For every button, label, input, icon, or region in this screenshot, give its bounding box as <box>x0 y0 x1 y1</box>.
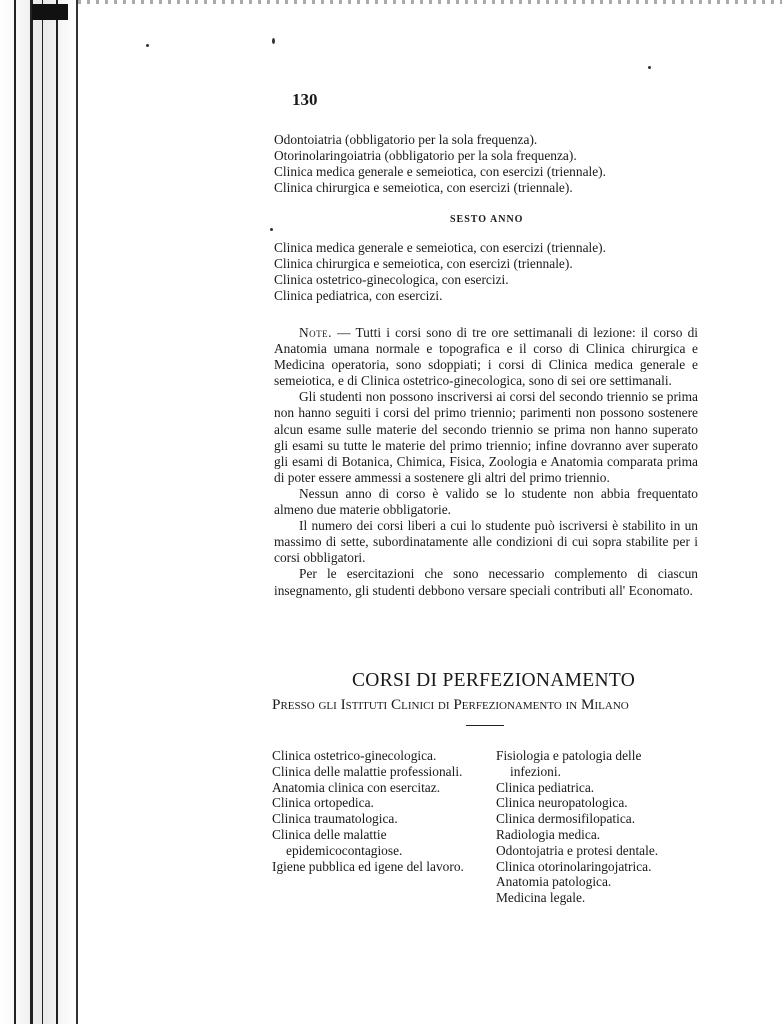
list-item: Clinica ortopedica. <box>272 795 374 811</box>
course-line: Clinica chirurgica e semeiotica, con esercizi (triennale). <box>274 180 573 195</box>
section-title: CORSI DI PERFEZIONAMENTO <box>352 670 636 691</box>
course-line: Clinica pediatrica, con esercizi. <box>274 288 443 303</box>
scan-speck <box>270 228 273 231</box>
list-item: Clinica otorinolaringojatrica. <box>496 858 652 874</box>
note-paragraph: Per le esercitazioni che sono necessario complemento di ciascun insegnamento, gli studenti debbono versare speciali contributi all' Economato. <box>274 566 698 598</box>
scan-speck <box>146 44 149 47</box>
list-item: Clinica traumatologica. <box>272 811 398 827</box>
list-item: Medicina legale. <box>496 890 586 906</box>
course-column-right <box>496 748 694 906</box>
note-paragraph <box>274 325 698 389</box>
divider <box>466 725 504 726</box>
course-line: Clinica ostetrico-ginecologica, con esercizi. <box>274 272 509 287</box>
note-text: — Tutti i corsi sono di tre ore settimanali di lezione: il corso di Anatomia umana normale e topografica e il corso di Clinica chirurgica e Medicina operatoria, sono sdoppiati; i corsi di Clinica medica generale e semeiotica, e di Clinica ostetrico-ginecologica, sono di sei ore settimanali. <box>274 325 698 389</box>
course-line: Odontoiatria (obbligatorio per la sola frequenza). <box>274 132 538 147</box>
list-item: Clinica dermosifilopatica. <box>496 811 636 827</box>
course-line: Clinica medica generale e semeiotica, con esercizi (triennale). <box>274 240 606 255</box>
list-item: Anatomia clinica con esercitaz. <box>272 779 441 795</box>
page-number: 130 <box>292 90 318 109</box>
scan-speck <box>648 66 651 69</box>
section-heading-sixth-year: SESTO ANNO <box>450 214 524 225</box>
list-item: Igiene pubblica ed igene del lavoro. <box>272 858 464 874</box>
course-line: Clinica chirurgica e semeiotica, con esercizi (triennale). <box>274 256 573 271</box>
list-item: Fisiologia e patologia delle infezioni. <box>496 748 642 779</box>
note-paragraph: Il numero dei corsi liberi a cui lo studente può iscriversi è stabilito in un massimo di sette, subordinatamente alle condizioni di cui sopra stabilite per i corsi obbligatori. <box>274 518 698 566</box>
list-item: Odontojatria e protesi dentale. <box>496 842 659 858</box>
note-paragraph: Nessun anno di corso è valido se lo studente non abbia frequentato almeno due materie obbligatorie. <box>274 485 698 518</box>
list-item: Clinica ostetrico-ginecologica. <box>272 748 437 763</box>
list-item: Clinica neuropatologica. <box>496 795 628 811</box>
course-column-left <box>272 748 480 874</box>
list-item: Anatomia patologica. <box>496 874 612 890</box>
note-label: Note. <box>299 325 333 340</box>
list-item: Clinica delle malattie professionali. <box>272 763 463 779</box>
section-subtitle: Presso gli Istituti Clinici di Perfezionamento in Milano <box>272 696 629 713</box>
scan-speck <box>272 38 275 44</box>
course-line: Otorinolaringoiatria (obbligatorio per la sola frequenza). <box>274 148 577 163</box>
list-item: Clinica pediatrica. <box>496 779 595 795</box>
list-item: Radiologia medica. <box>496 826 601 842</box>
note-block <box>274 325 698 599</box>
course-line: Clinica medica generale e semeiotica, con esercizi (triennale). <box>274 164 606 179</box>
note-paragraph: Gli studenti non possono inscriversi ai corsi del secondo triennio se prima non hanno seguiti i corsi del primo triennio; parimenti non possono sostenere alcun esame sulle materie del secondo triennio se prima non hanno superato gli esami su tutte le materie del primo triennio; infine dovranno aver superato gli esami di Botanica, Chimica, Fisica, Zoologia e Anatomia comparata prima di poter essere ammessi a sostenere gli altri del primo triennio. <box>274 389 698 485</box>
list-item: Clinica delle malattie epidemicocontagiose. <box>272 826 403 858</box>
